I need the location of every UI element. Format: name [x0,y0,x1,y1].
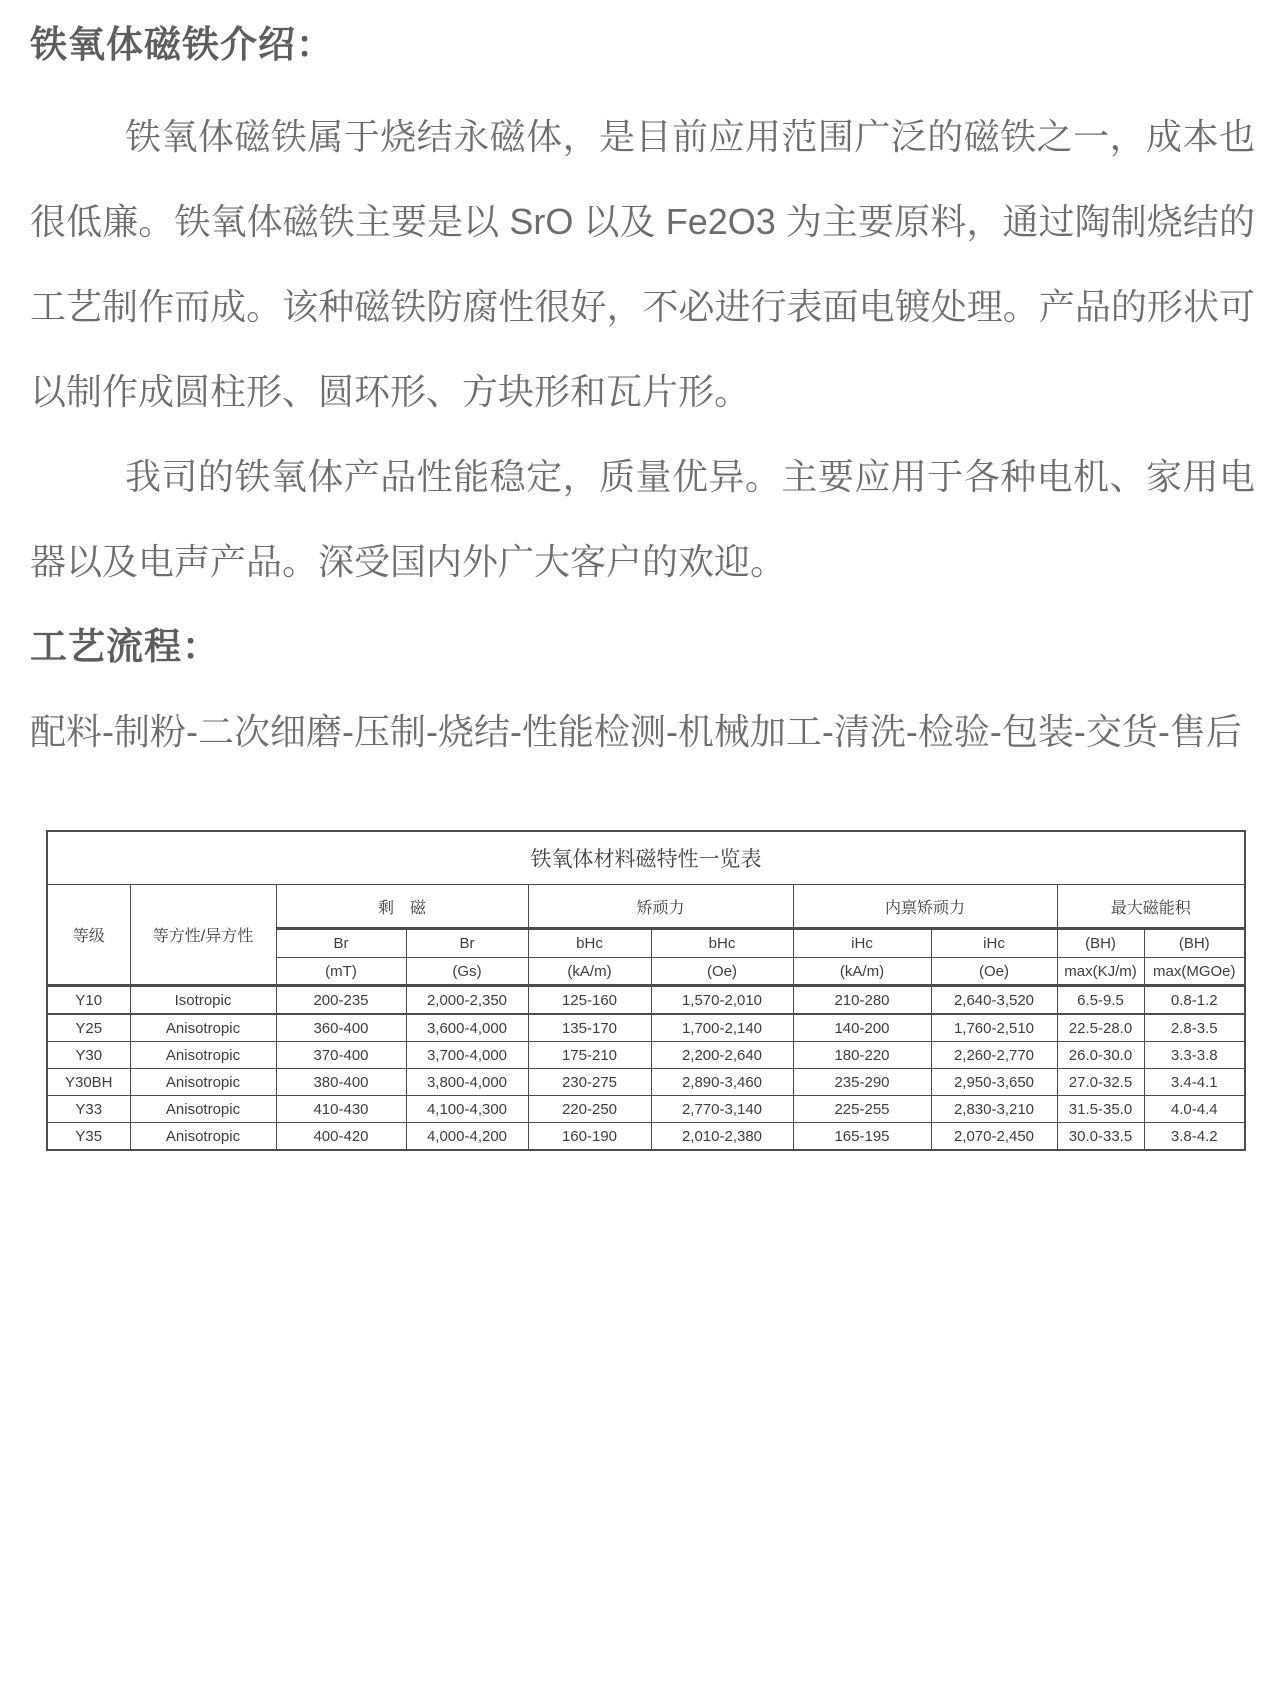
sub-header-cell: bHc [528,929,651,958]
table-cell: 220-250 [528,1096,651,1123]
sub-header-cell: (BH) [1144,929,1245,958]
table-cell: 210-280 [793,986,931,1015]
table-row [47,986,1245,1015]
table-cell: 4,100-4,300 [406,1096,528,1123]
table-cell: 180-220 [793,1042,931,1069]
sub-header-cell: Br [276,929,406,958]
process-heading: 工艺流程： [30,626,220,667]
table-cell: 3,800-4,000 [406,1069,528,1096]
table-cell: 2,000-2,350 [406,986,528,1015]
table-group-header-row [47,885,1245,929]
table-cell: 31.5-35.0 [1057,1096,1144,1123]
table-cell: Y10 [47,986,130,1015]
unit-header-cell: max(KJ/m) [1057,958,1144,986]
table-cell: 135-170 [528,1014,651,1042]
sub-header-cell: Br [406,929,528,958]
table-cell: Y35 [47,1123,130,1151]
table-cell: Anisotropic [130,1096,276,1123]
sub-header-cell: iHc [793,929,931,958]
table-row [47,1096,1245,1123]
table-cell: 2,010-2,380 [651,1123,793,1151]
table-cell: 26.0-30.0 [1057,1042,1144,1069]
table-cell: 400-420 [276,1123,406,1151]
table-cell: 2,770-3,140 [651,1096,793,1123]
table-title-row [47,831,1245,885]
ferrite-properties-table [46,830,1246,1151]
unit-header-cell: (Gs) [406,958,528,986]
sub-header-cell: (BH) [1057,929,1144,958]
table-cell: 2,200-2,640 [651,1042,793,1069]
table-cell: 2,830-3,210 [931,1096,1057,1123]
table-cell: 125-160 [528,986,651,1015]
unit-header-cell: (Oe) [651,958,793,986]
table-cell: Y25 [47,1014,130,1042]
table-row [47,1042,1245,1069]
table-cell: Anisotropic [130,1042,276,1069]
group-header-remanence: 剩 磁 [276,885,528,929]
table-title: 铁氧体材料磁特性一览表 [47,831,1245,885]
table-cell: 1,760-2,510 [931,1014,1057,1042]
table-cell: Anisotropic [130,1069,276,1096]
group-header-intrinsic-coercivity: 内禀矫顽力 [793,885,1057,929]
table-cell: 22.5-28.0 [1057,1014,1144,1042]
table-cell: Isotropic [130,986,276,1015]
table-cell: 6.5-9.5 [1057,986,1144,1015]
table-cell: Anisotropic [130,1014,276,1042]
table-cell: Y30BH [47,1069,130,1096]
table-cell: 165-195 [793,1123,931,1151]
table-cell: 200-235 [276,986,406,1015]
table-cell: 4.0-4.4 [1144,1096,1245,1123]
column-header-isotropy: 等方性/异方性 [130,885,276,986]
table-cell: Y33 [47,1096,130,1123]
table-cell: 0.8-1.2 [1144,986,1245,1015]
column-header-grade: 等级 [47,885,130,986]
group-header-max-energy-product: 最大磁能积 [1057,885,1245,929]
table-cell: 225-255 [793,1096,931,1123]
table-cell: 2,640-3,520 [931,986,1057,1015]
intro-paragraph-1: 铁氧体磁铁属于烧结永磁体，是目前应用范围广泛的磁铁之一，成本也很低廉。铁氧体磁铁主要是以 SrO 以及 Fe2O3 为主要原料，通过陶制烧结的工艺制作而成。该种磁铁防腐性很好，不必进行表面电镀处理。产品的形状可以制作成圆柱形、圆环形、方块形和瓦片形。 [30,116,1255,412]
table-cell: Anisotropic [130,1123,276,1151]
group-header-coercivity: 矫顽力 [528,885,793,929]
table-cell: 3.3-3.8 [1144,1042,1245,1069]
unit-header-cell: (kA/m) [528,958,651,986]
unit-header-cell: max(MGOe) [1144,958,1245,986]
table-cell: 140-200 [793,1014,931,1042]
table-cell: 2,070-2,450 [931,1123,1057,1151]
table-cell: 410-430 [276,1096,406,1123]
intro-heading: 铁氧体磁铁介绍： [30,24,334,65]
table-cell: 1,570-2,010 [651,986,793,1015]
table-cell: 3.4-4.1 [1144,1069,1245,1096]
table-cell: 4,000-4,200 [406,1123,528,1151]
table-row [47,1069,1245,1096]
intro-paragraph-2: 我司的铁氧体产品性能稳定，质量优异。主要应用于各种电机、家用电器以及电声产品。深受国内外广大客户的欢迎。 [30,456,1255,582]
table-cell: 1,700-2,140 [651,1014,793,1042]
sub-header-cell: iHc [931,929,1057,958]
table-cell: 380-400 [276,1069,406,1096]
table-row [47,1123,1245,1151]
unit-header-cell: (Oe) [931,958,1057,986]
table-cell: 230-275 [528,1069,651,1096]
table-cell: 2,950-3,650 [931,1069,1057,1096]
table-row [47,1014,1245,1042]
table-cell: 3,600-4,000 [406,1014,528,1042]
process-flow-text: 配料-制粉-二次细磨-压制-烧结-性能检测-机械加工-清洗-检验-包装-交货-售后 [30,711,1242,752]
table-cell: 30.0-33.5 [1057,1123,1144,1151]
unit-header-cell: (kA/m) [793,958,931,986]
table-cell: 3,700-4,000 [406,1042,528,1069]
table-cell: 175-210 [528,1042,651,1069]
table-cell: 3.8-4.2 [1144,1123,1245,1151]
table-cell: 2,890-3,460 [651,1069,793,1096]
table-cell: 160-190 [528,1123,651,1151]
sub-header-cell: bHc [651,929,793,958]
unit-header-cell: (mT) [276,958,406,986]
table-cell: 27.0-32.5 [1057,1069,1144,1096]
table-cell: 360-400 [276,1014,406,1042]
table-cell: 235-290 [793,1069,931,1096]
table-cell: 2.8-3.5 [1144,1014,1245,1042]
table-cell: Y30 [47,1042,130,1069]
table-cell: 370-400 [276,1042,406,1069]
table-cell: 2,260-2,770 [931,1042,1057,1069]
